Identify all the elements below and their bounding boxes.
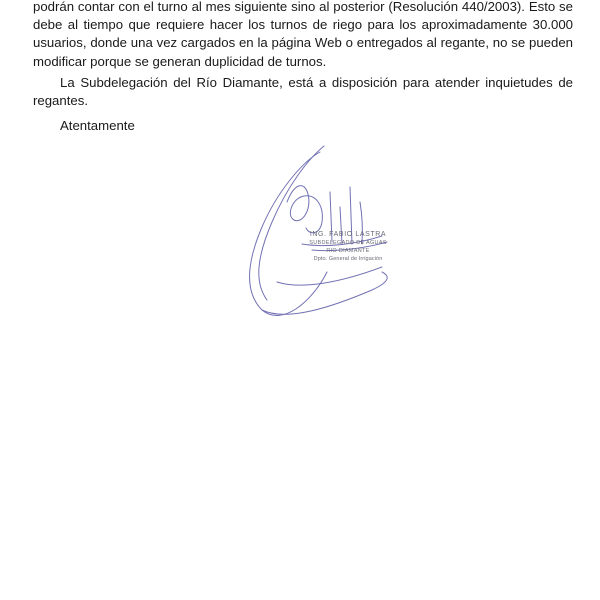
paragraph-turnos: podrán contar con el turno al mes siguiente sino al posterior (Resolución 440/2003). Esto se debe al tiempo que requiere hacer los turnos de riego para los aproximadamente 30.000 usuarios, donde una vez cargados en la página Web o entregados al regante, no se pueden modificar porque se generan duplicidad de turnos. (33, 0, 573, 69)
letter-body (33, 0, 573, 113)
paragraph-subdelegacion: La Subdelegación del Río Diamante, está a disposición para atender inquietudes de regantes. (33, 74, 573, 109)
stamp-name: ING. FABIO LASTRA (309, 231, 387, 238)
stamp-title: SUBDELEGADO DE AGUAS (309, 240, 387, 246)
stamp-department: Dpto. General de Irrigación (313, 256, 383, 262)
closing-salutation: Atentamente (60, 118, 135, 133)
stamp-region: RIO DIAMANTE (326, 248, 370, 254)
official-stamp (288, 231, 408, 263)
